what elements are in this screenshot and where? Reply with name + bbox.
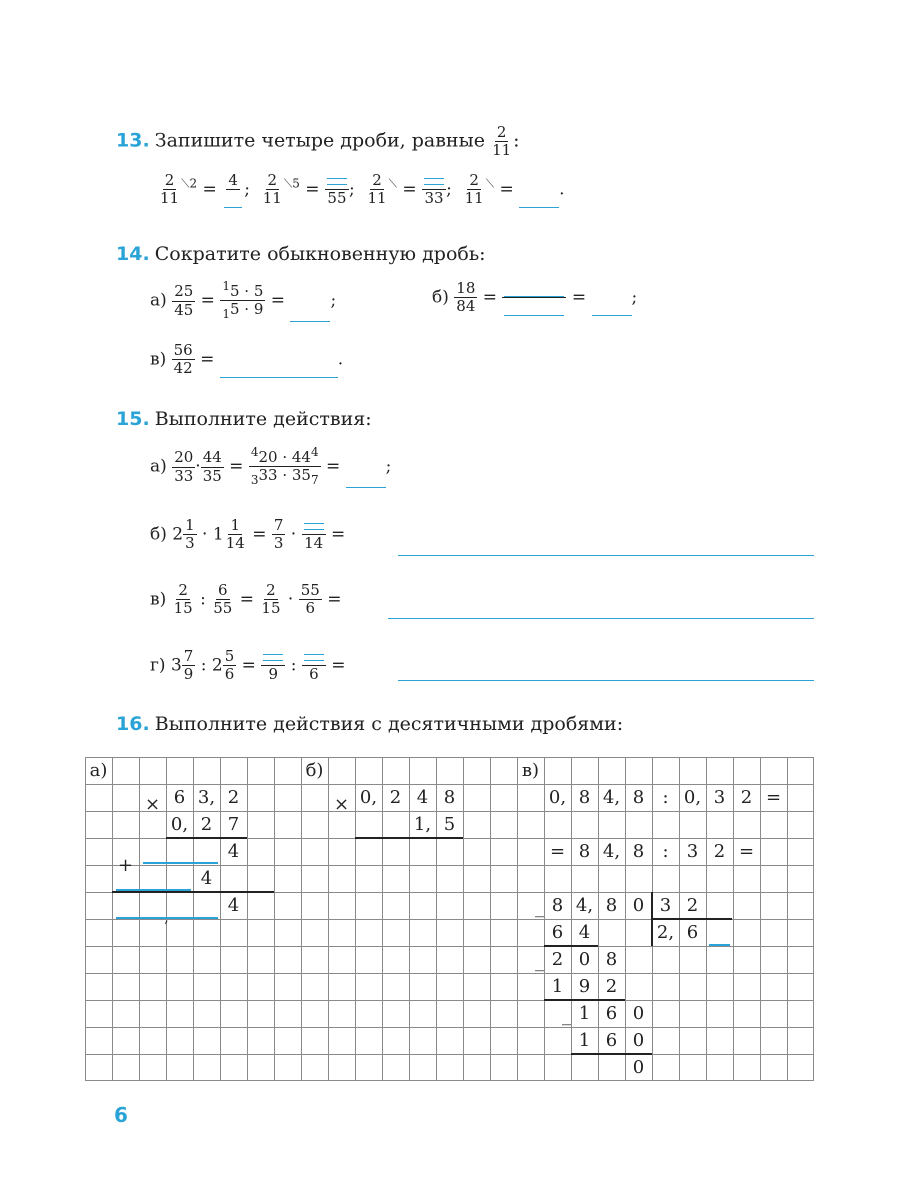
grid-digit: 8 (443, 787, 456, 808)
grid-digit: 3 (713, 787, 726, 808)
grid-digit: 0 (632, 1003, 645, 1024)
task-14a: а) $\frac{25}{45}$ = $\frac{^15 \cdot 5}{_15 \cdot 9}$ = ; (150, 279, 337, 322)
grid-digit: 6 (551, 922, 564, 943)
task-14-heading (116, 243, 486, 265)
fraction: 4 (222, 172, 244, 208)
grid-label: б) (305, 760, 324, 781)
grid-digit: 0, (359, 787, 378, 808)
grid-digit: 8 (605, 949, 618, 970)
grid-digit: = (738, 841, 755, 862)
grid-digit: 8 (578, 787, 591, 808)
grid-digit: 0, (170, 814, 189, 835)
grid-digit: 1 (578, 1030, 591, 1051)
grid-digit: : (662, 787, 669, 808)
fraction: $\frac{2}{11}$ (160, 171, 180, 208)
task-14b: б) $\frac{18}{84}$ = = ; (432, 279, 638, 316)
grid-digit: 1 (551, 976, 564, 997)
task-number: 16. (116, 713, 150, 735)
grid-digit: 0 (578, 949, 591, 970)
task-number: 15. (116, 408, 150, 430)
grid-digit: 8 (551, 895, 564, 916)
fraction: 55 (325, 172, 349, 208)
task-16-heading (116, 713, 623, 735)
grid-digit: : (662, 841, 669, 862)
grid-digit: 8 (632, 787, 645, 808)
grid-digit: 6 (605, 1030, 618, 1051)
grid-digit: 5 (443, 814, 456, 835)
grid-digit: 1, (413, 814, 432, 835)
grid-digit: , (164, 910, 169, 926)
grid-digit: 8 (632, 841, 645, 862)
page-number: 6 (114, 1103, 128, 1127)
grid-digit: 0 (632, 1057, 645, 1078)
grid-digit: 8 (578, 841, 591, 862)
grid-digit: 6 (686, 922, 699, 943)
task-14v: в) $\frac{56}{42}$ = . (150, 341, 344, 378)
task-13-equations: $\frac{2}{11}$ $^{⟍2}$ = 4 ; $\frac{2}{11}$ $^{⟍5}$ = 55 ; $\frac{2}{11}$ ⟍ = 33 ; $\frac{2}{11}$ ⟍ = . (160, 171, 565, 208)
fraction: $\frac{2}{11}$ (492, 123, 512, 160)
grid-digit: = (765, 787, 782, 808)
grid-digit: 9 (578, 976, 591, 997)
fraction: $\frac{2}{11}$ (367, 171, 387, 208)
grid-digit: 2 (389, 787, 402, 808)
grid-digit: + (117, 855, 134, 876)
grid-digit: 2 (686, 895, 699, 916)
task-15-heading (116, 408, 372, 430)
grid-digit: 2 (227, 787, 240, 808)
grid-digit: _ (535, 897, 544, 918)
task-15b: б) 2 $\frac{1}{3}$ · 1 $\frac{1}{14}$ = $\frac{7}{3}$ · 14 = (150, 516, 346, 553)
task-15g: г) 3 $\frac{7}{9}$ : 2 $\frac{5}{6}$ = 9 : 6 = (150, 647, 346, 684)
grid-digit: 2, (656, 922, 675, 943)
task-text: Выполните действия: (154, 408, 372, 430)
grid-digit: 4 (200, 868, 213, 889)
answer-line (388, 618, 814, 619)
grid-digit: _ (562, 1005, 571, 1026)
grid-digit: 3 (659, 895, 672, 916)
answer-line (398, 555, 814, 556)
grid-digit: 2 (200, 814, 213, 835)
grid-digit: 0 (632, 1030, 645, 1051)
grid-digit: 2 (713, 841, 726, 862)
task-text: Запишите четыре дроби, равные (154, 129, 485, 152)
task-15a: а) $\frac{20}{33}$ · $\frac{44}{35}$ = $\frac{^420 \cdot 44^4}{_333 \cdot 35_7}$ = ; (150, 445, 392, 488)
task-13-heading: 13. Запишите четыре дроби, равные $\frac{2}{11}$ : (116, 123, 520, 160)
grid-digit: 2 (551, 949, 564, 970)
grid-digit: 3 (686, 841, 699, 862)
fraction: $\frac{2}{11}$ (262, 171, 282, 208)
grid-label: в) (521, 760, 540, 781)
fraction: 33 (422, 172, 446, 208)
grid-digit: 4 (227, 841, 240, 862)
grid-digit: = (549, 841, 566, 862)
task-number: 13. (116, 129, 150, 152)
grid-digit: 8 (605, 895, 618, 916)
grid-digit: _ (535, 951, 544, 972)
task-text: Выполните действия с десятичными дробями: (154, 713, 624, 735)
grid-digit: × (333, 794, 350, 815)
grid-digit: 0, (548, 787, 567, 808)
grid-digit: 4 (578, 922, 591, 943)
grid-digit: × (144, 794, 161, 815)
fraction: $\frac{2}{11}$ (464, 171, 484, 208)
grid-digit: 0 (632, 895, 645, 916)
grid-digit: 4, (602, 787, 621, 808)
grid-digit: 6 (605, 1003, 618, 1024)
grid-digit: 2 (740, 787, 753, 808)
grid-digit: 4 (416, 787, 429, 808)
grid-digit: 4 (227, 895, 240, 916)
grid-digit: 2 (605, 976, 618, 997)
grid-digit: 0, (683, 787, 702, 808)
grid-digit: 7 (227, 814, 240, 835)
checkered-grid (85, 757, 814, 1081)
task-text: Сократите обыкновенную дробь: (154, 243, 486, 265)
grid-digit: 4, (602, 841, 621, 862)
grid-digit: 3, (197, 787, 216, 808)
grid-digit: 4, (575, 895, 594, 916)
grid-digit: 6 (173, 787, 186, 808)
grid-label: а) (89, 760, 108, 781)
answer-line (398, 680, 814, 681)
task-number: 14. (116, 243, 150, 265)
grid-digit: 1 (578, 1003, 591, 1024)
task-15v: в) $\frac{2}{15}$ : $\frac{6}{55}$ = $\frac{2}{15}$ · $\frac{55}{6}$ = (150, 581, 342, 618)
